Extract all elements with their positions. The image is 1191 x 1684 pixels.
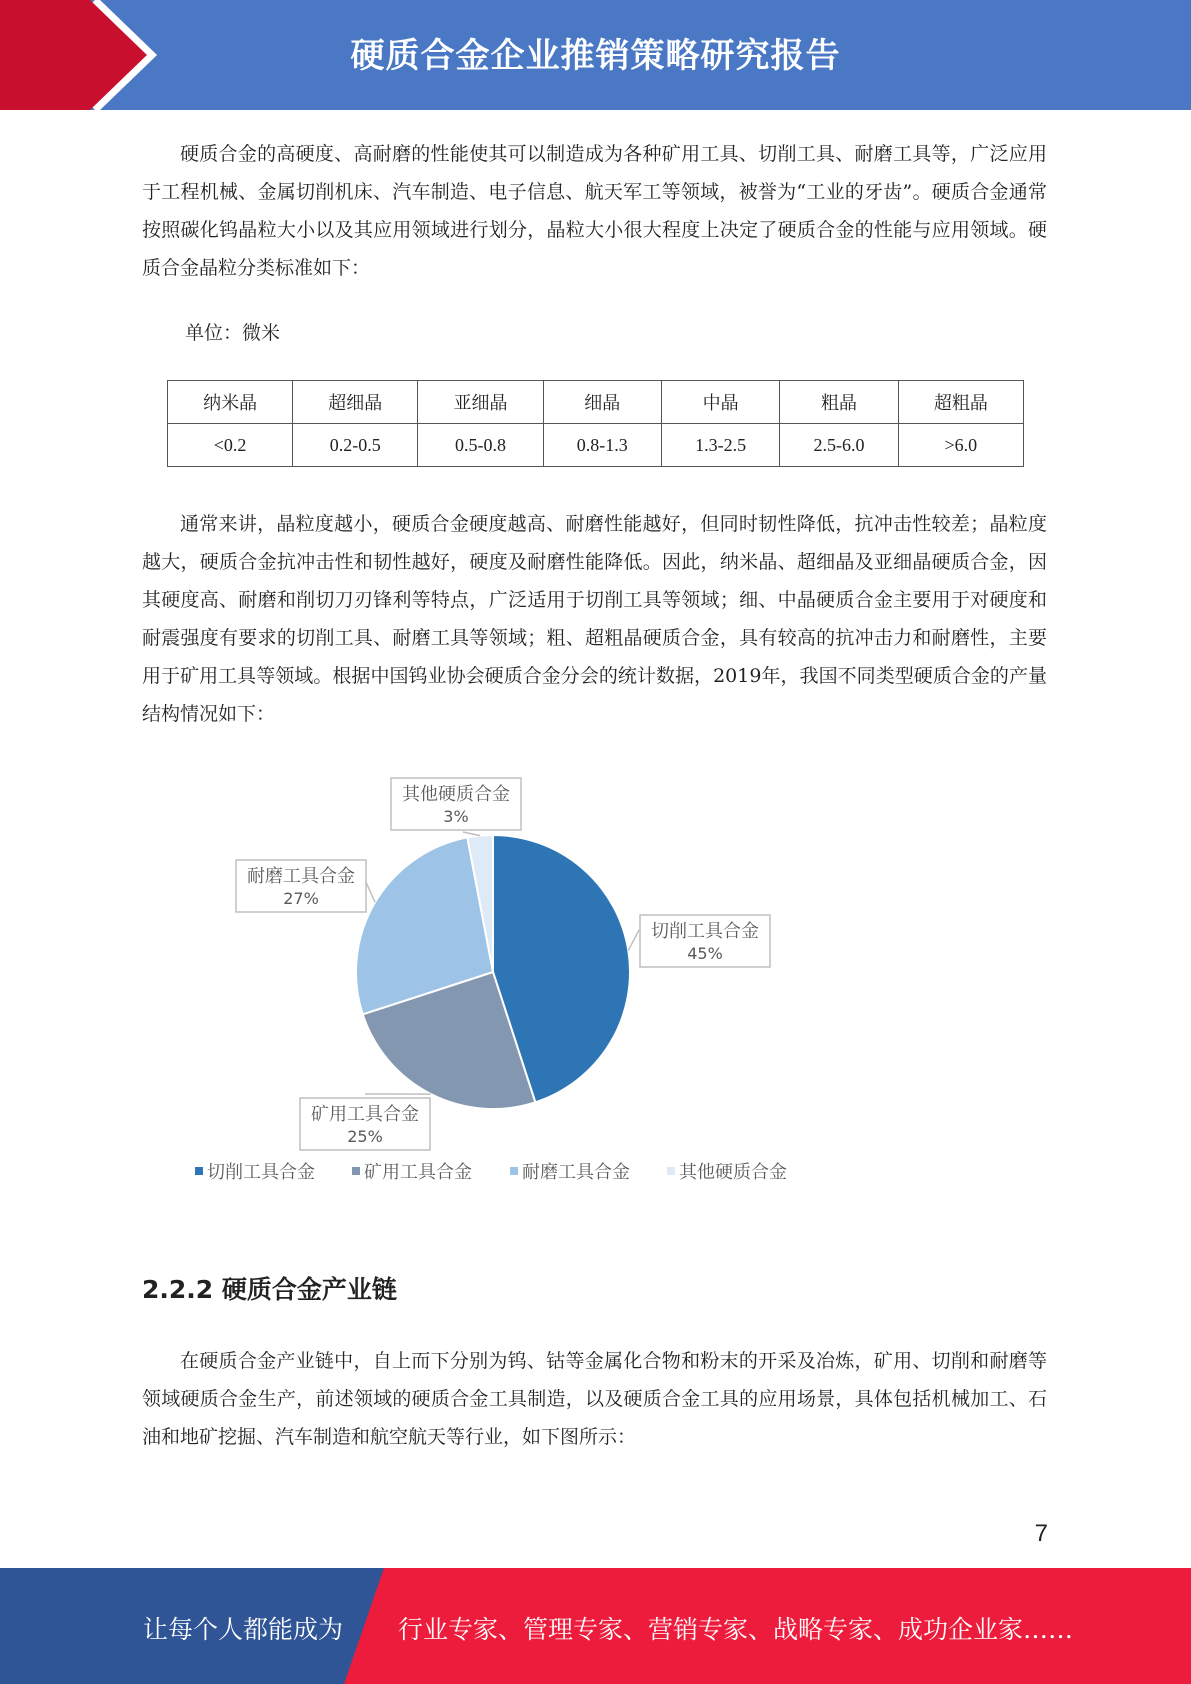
table-cell: 0.8-1.3 xyxy=(543,424,661,467)
slice-percent-label: 27% xyxy=(283,889,319,908)
table-header-cell: 纳米晶 xyxy=(168,381,293,424)
table-header-cell: 中晶 xyxy=(661,381,779,424)
unit-label: 单位：微米 xyxy=(185,322,281,344)
legend-swatch xyxy=(195,1167,203,1175)
production-structure-pie-chart xyxy=(180,760,840,1200)
table-row xyxy=(168,424,1024,467)
report-title: 硬质合金企业推销策略研究报告 xyxy=(350,36,841,76)
table-cell: 2.5-6.0 xyxy=(780,424,898,467)
grain-size-table xyxy=(167,380,1024,467)
table-header-cell: 超粗晶 xyxy=(898,381,1023,424)
legend-swatch xyxy=(667,1167,675,1175)
legend-label: 耐磨工具合金 xyxy=(522,1162,630,1183)
table-cell: 0.5-0.8 xyxy=(418,424,543,467)
table-cell: 1.3-2.5 xyxy=(661,424,779,467)
table-cell: 0.2-0.5 xyxy=(293,424,418,467)
slice-label: 其他硬质合金 xyxy=(402,784,510,805)
legend-swatch xyxy=(510,1167,518,1175)
page-header xyxy=(0,0,1191,110)
paragraph-industry-chain: 在硬质合金产业链中，自上而下分别为钨、钴等金属化合物和粉末的开采及冶炼，矿用、切削和耐磨等领域硬质合金生产，前述领域的硬质合金工具制造，以及硬质合金工具的应用场景，具体包括机械加工、石油和地矿挖掘、汽车制造和航空航天等行业，如下图所示： xyxy=(142,1350,1047,1448)
legend-swatch xyxy=(352,1167,360,1175)
page-number: 7 xyxy=(1034,1520,1048,1547)
footer-slogan-right: 行业专家、管理专家、营销专家、战略专家、成功企业家…… xyxy=(398,1615,1074,1644)
section-heading: 2.2.2 硬质合金产业链 xyxy=(142,1275,397,1304)
paragraph-analysis: 通常来讲，晶粒度越小，硬质合金硬度越高、耐磨性能越好，但同时韧性降低，抗冲击性较差；晶粒度越大，硬质合金抗冲击性和韧性越好，硬度及耐磨性能降低。因此，纳米晶、超细晶及亚细晶硬质合金，因其硬度高、耐磨和削切刀刃锋利等特点，广泛适用于切削工具等领域；细、中晶硬质合金主要用于对硬度和耐震强度有要求的切削工具、耐磨工具等领域；粗、超粗晶硬质合金，具有较高的抗冲击力和耐磨性，主要用于矿用工具等领域。根据中国钨业协会硬质合金分会的统计数据，2019年，我国不同类型硬质合金的产量结构情况如下： xyxy=(142,513,1047,725)
page-footer xyxy=(0,1568,1191,1684)
slice-percent-label: 45% xyxy=(687,944,723,963)
table-cell: >6.0 xyxy=(898,424,1023,467)
legend-label: 切削工具合金 xyxy=(207,1162,315,1183)
slice-percent-label: 25% xyxy=(347,1127,383,1146)
callout-leader-line xyxy=(628,930,639,951)
table-header-cell: 细晶 xyxy=(543,381,661,424)
slice-label: 切削工具合金 xyxy=(651,921,759,942)
slice-label: 耐磨工具合金 xyxy=(247,866,355,887)
table-header-cell: 亚细晶 xyxy=(418,381,543,424)
table-header-cell: 粗晶 xyxy=(780,381,898,424)
slice-percent-label: 3% xyxy=(443,807,469,826)
legend-label: 矿用工具合金 xyxy=(364,1162,472,1183)
callout-leader-line xyxy=(463,832,480,836)
table-cell: <0.2 xyxy=(168,424,293,467)
table-header-row xyxy=(168,381,1024,424)
slice-label: 矿用工具合金 xyxy=(311,1104,419,1125)
footer-slogan-left: 让每个人都能成为 xyxy=(143,1615,344,1644)
paragraph-intro: 硬质合金的高硬度、高耐磨的性能使其可以制造成为各种矿用工具、切削工具、耐磨工具等，广泛应用于工程机械、金属切削机床、汽车制造、电子信息、航天军工等领域，被誉为“工业的牙齿”。硬质合金通常按照碳化钨晶粒大小以及其应用领域进行划分，晶粒大小很大程度上决定了硬质合金的性能与应用领域。硬质合金晶粒分类标准如下： xyxy=(142,143,1047,279)
table-header-cell: 超细晶 xyxy=(293,381,418,424)
legend-label: 其他硬质合金 xyxy=(679,1162,787,1183)
